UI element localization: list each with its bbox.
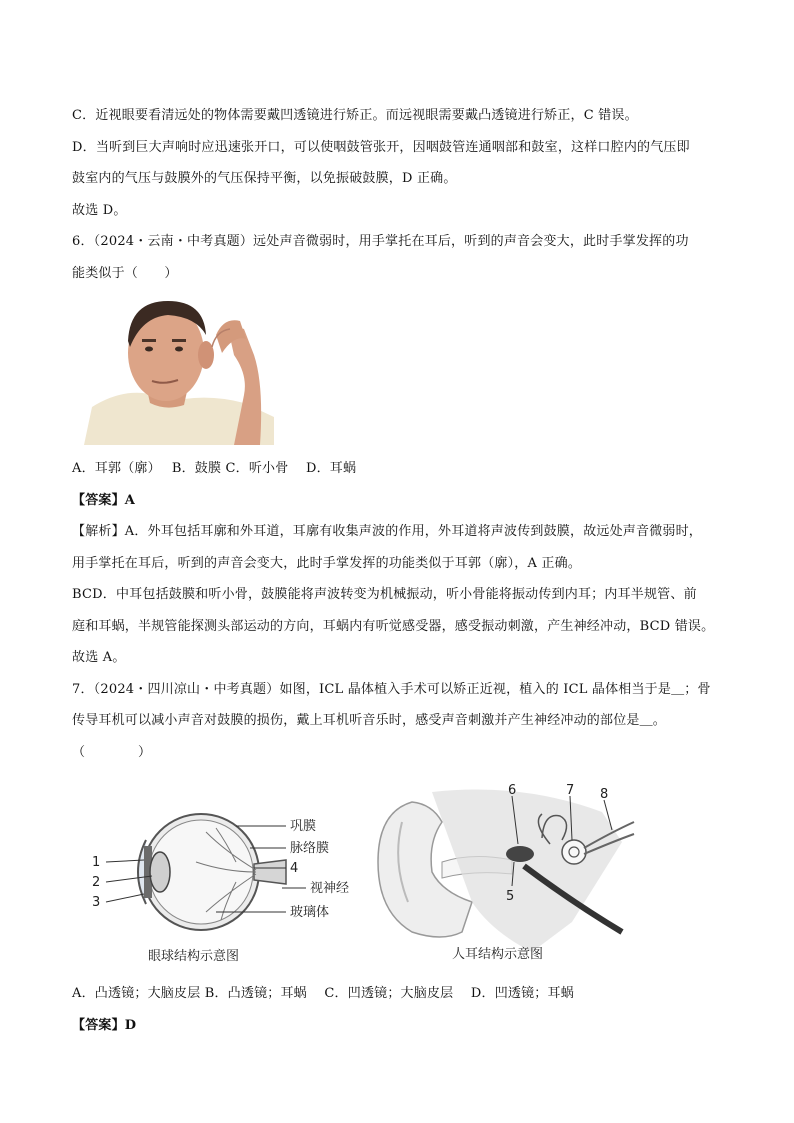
question-6-options: A．耳郭（廓） B．鼓膜 C．听小骨 D．耳蜗	[72, 461, 357, 476]
label-optic-nerve: 视神经	[310, 881, 350, 896]
label-sclera: 巩膜	[290, 819, 317, 834]
question-7-stem-cont: 传导耳机可以减小声音对鼓膜的损伤，戴上耳机听音乐时，感受声音刺激并产生神经冲动的部位是＿。	[72, 713, 667, 728]
ear-caption: 人耳结构示意图	[452, 947, 544, 962]
text-line: 故选 D。	[72, 202, 127, 218]
question-6-answer: 【答案】A	[72, 492, 136, 508]
man-cupping-ear-photo	[84, 295, 274, 445]
label-number-3: 3	[92, 895, 101, 910]
ear-diagram	[372, 782, 642, 972]
text-line: C．近视眼要看清远处的物体需要戴凹透镜进行矫正。而远视眼需要戴凸透镜进行矫正，C 错误。	[72, 108, 638, 123]
question-6-explanation: 庭和耳蜗，半规管能探测头部运动的方向，耳蜗内有听觉感受器，感受振动刺激，产生神经冲动，BCD 错误。	[72, 618, 715, 634]
eyeball-diagram	[86, 802, 366, 972]
question-6-stem: 6．（2024・云南・中考真题）远处声音微弱时，用手掌托在耳后，听到的声音会变大，此时手掌发挥的功	[72, 234, 689, 249]
diagram-area	[72, 782, 722, 972]
label-choroid: 脉络膜	[290, 841, 330, 856]
question-6-conclusion: 故选 A。	[72, 650, 126, 665]
label-number-4: 4	[290, 861, 299, 876]
ear-label-7: 7	[566, 783, 575, 798]
question-6-explanation: 【解析】A．外耳包括耳廓和外耳道，耳廓有收集声波的作用，外耳道将声波传到鼓膜，故远处声音微弱时，	[72, 524, 702, 539]
text-line: D．当听到巨大声响时应迅速张开口，可以使咽鼓管张开，因咽鼓管连通咽部和鼓室，这样口腔内的气压即	[72, 139, 690, 155]
ear-label-6: 6	[508, 783, 517, 798]
question-6-explanation: BCD．中耳包括鼓膜和听小骨，鼓膜能将声波转变为机械振动，听小骨能将振动传到内耳；内耳半规管、前	[72, 587, 697, 602]
question-7-options: A．凸透镜；大脑皮层 B．凸透镜；耳蜗 C．凹透镜；大脑皮层 D．凹透镜；耳蜗	[72, 986, 574, 1001]
question-7-stem: 7．（2024・四川凉山・中考真题）如图，ICL 晶体植入手术可以矫正近视，植入的 ICL 晶体相当于是＿；骨	[72, 681, 711, 697]
question-7-blank: （ ）	[72, 744, 152, 760]
text-line: 鼓室内的气压与鼓膜外的气压保持平衡，以免振破鼓膜，D 正确。	[72, 171, 457, 186]
label-number-2: 2	[92, 875, 101, 890]
document-page	[72, 100, 722, 1041]
label-vitreous: 玻璃体	[290, 905, 330, 920]
ear-label-5: 5	[506, 889, 515, 904]
label-number-1: 1	[92, 855, 101, 870]
question-7-answer: 【答案】D	[72, 1017, 137, 1033]
eye-caption: 眼球结构示意图	[148, 949, 240, 964]
ear-label-8: 8	[600, 787, 609, 802]
question-6-stem-cont: 能类似于（ ）	[72, 265, 178, 281]
question-6-explanation: 用手掌托在耳后，听到的声音会变大，此时手掌发挥的功能类似于耳郭（廓），A 正确。	[72, 555, 582, 571]
